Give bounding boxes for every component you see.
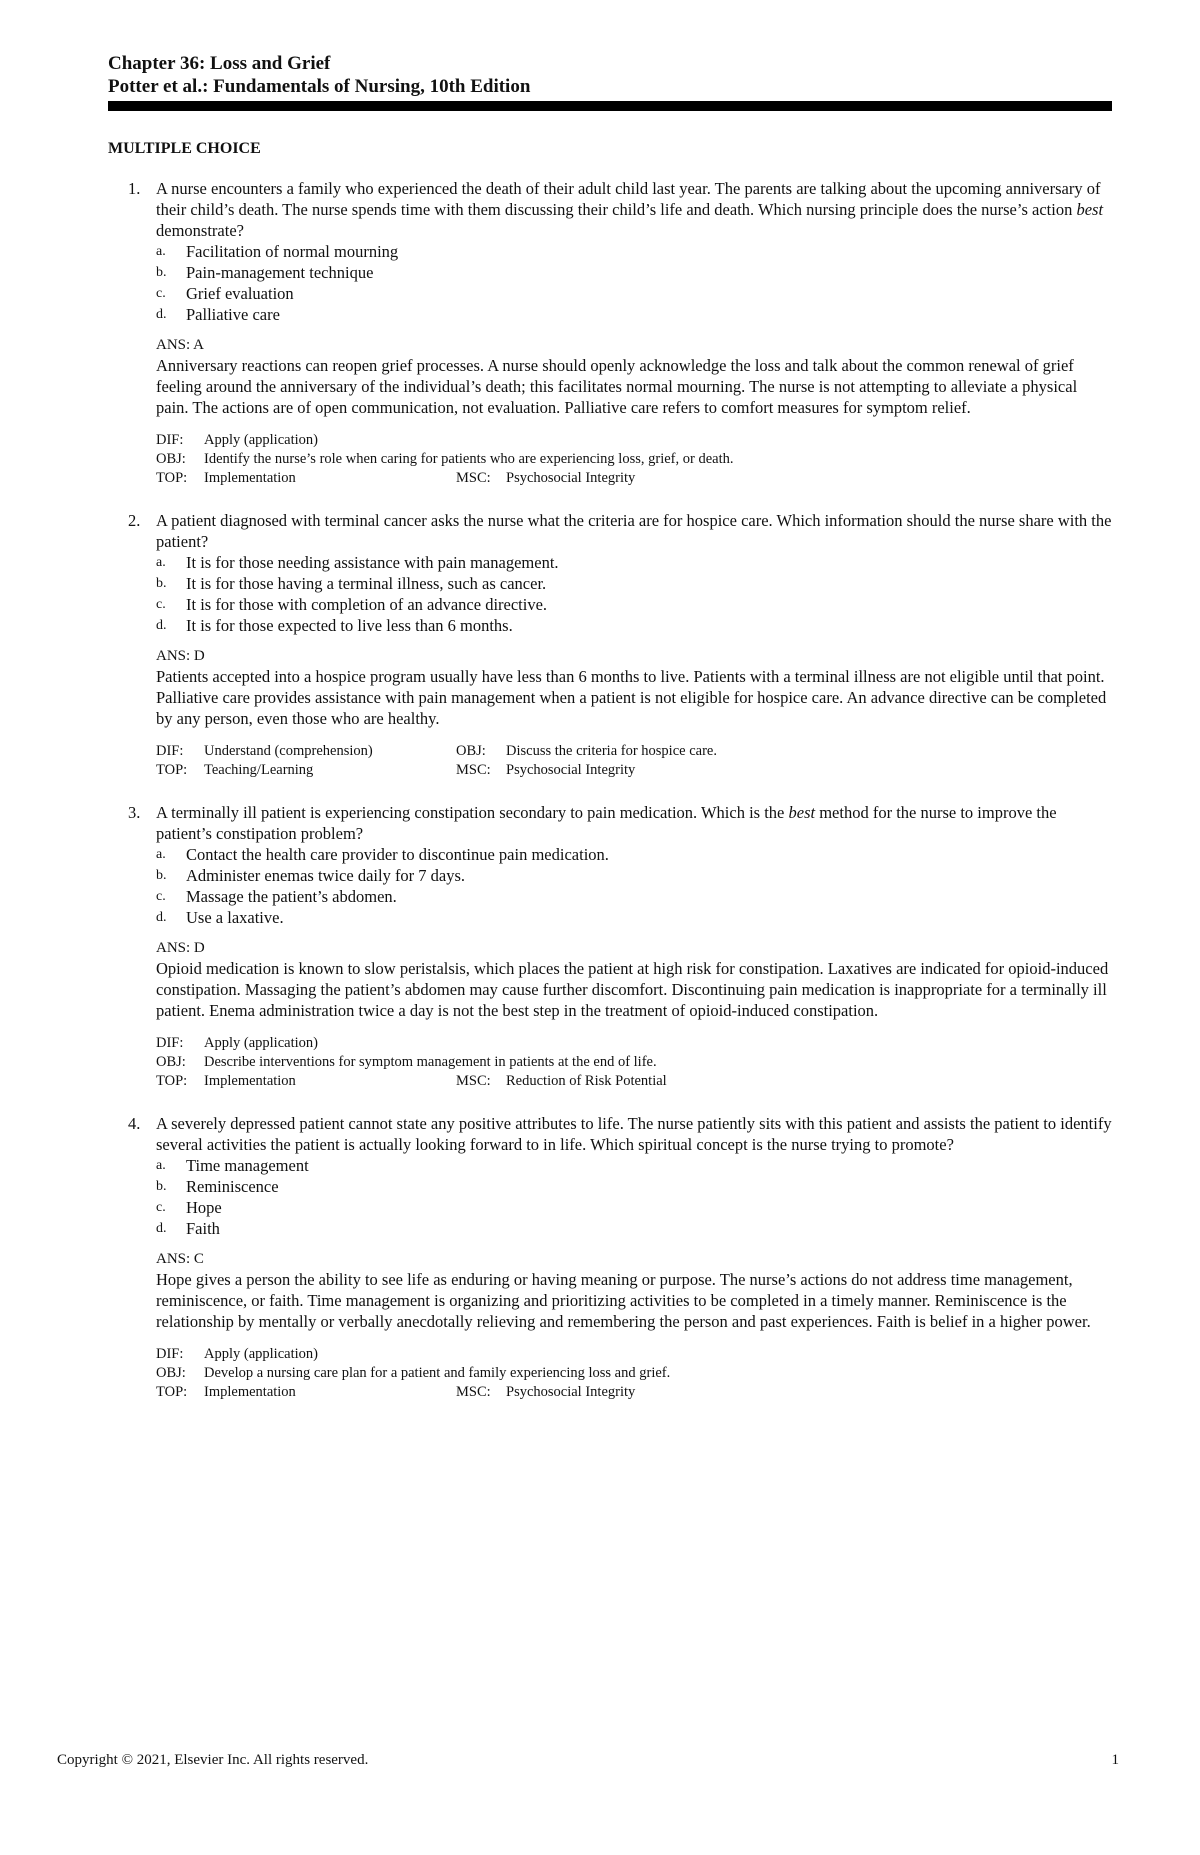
option-a xyxy=(156,844,1112,865)
option-text: Contact the health care provider to discontinue pain medication. xyxy=(186,845,609,864)
option-c xyxy=(156,1197,1112,1218)
option-d xyxy=(156,1218,1112,1239)
option-c xyxy=(156,283,1112,304)
msc-value: Psychosocial Integrity xyxy=(506,762,636,778)
msc-label: MSC: xyxy=(456,1384,491,1400)
book-title: Potter et al.: Fundamentals of Nursing, 10th Edition xyxy=(108,76,531,97)
stem-text: method for the nurse to improve the patient’s constipation problem? xyxy=(156,803,1057,843)
dif-label: DIF: xyxy=(156,1035,184,1051)
option-letter: a. xyxy=(156,555,166,570)
option-a xyxy=(156,552,1112,573)
option-a xyxy=(156,1155,1112,1176)
header-rule xyxy=(108,101,1112,111)
question-2 xyxy=(108,510,1112,780)
top-value: Implementation xyxy=(204,1384,296,1400)
rationale: Opioid medication is known to slow peristalsis, which places the patient at high risk for constipation. Laxatives are indicated for opioid-induced constipation. Massaging the patient’s abdomen may cause further discomfort. Discontinuing pain medication is inappropriate for a terminally ill patient. Enema administration twice a day is not the best step in the treatment of opioid-induced constipation. xyxy=(156,959,1109,1020)
obj-value: Describe interventions for symptom management in patients at the end of life. xyxy=(204,1054,657,1070)
option-b xyxy=(156,865,1112,886)
top-label: TOP: xyxy=(156,762,188,778)
option-letter: b. xyxy=(156,265,167,280)
option-b xyxy=(156,573,1112,594)
obj-label: OBJ: xyxy=(156,1365,186,1381)
dif-value: Apply (application) xyxy=(204,1346,318,1362)
answer-key: ANS: D xyxy=(156,648,205,664)
option-letter: c. xyxy=(156,286,166,301)
top-label: TOP: xyxy=(156,1384,188,1400)
option-letter: b. xyxy=(156,868,167,883)
question-metadata xyxy=(156,431,1112,488)
copyright-notice: Copyright © 2021, Elsevier Inc. All rights reserved. xyxy=(57,1752,369,1768)
msc-value: Reduction of Risk Potential xyxy=(506,1073,667,1089)
option-text: Administer enemas twice daily for 7 days. xyxy=(186,866,466,885)
question-number: 1. xyxy=(128,179,141,198)
section-title: MULTIPLE CHOICE xyxy=(108,140,261,157)
answer-options xyxy=(156,844,1112,928)
question-metadata xyxy=(156,1034,1112,1091)
obj-label: OBJ: xyxy=(456,743,486,759)
question-3 xyxy=(108,802,1112,1091)
option-c xyxy=(156,886,1112,907)
option-letter: a. xyxy=(156,244,166,259)
option-text: Time management xyxy=(186,1156,309,1175)
option-letter: a. xyxy=(156,1158,166,1173)
question-number: 3. xyxy=(128,803,141,822)
option-text: Palliative care xyxy=(186,305,280,324)
option-text: Grief evaluation xyxy=(186,284,294,303)
msc-label: MSC: xyxy=(456,470,491,486)
answer-options xyxy=(156,1155,1112,1239)
top-label: TOP: xyxy=(156,1073,188,1089)
question-metadata xyxy=(156,1345,1112,1402)
top-value: Teaching/Learning xyxy=(204,762,314,778)
option-a xyxy=(156,241,1112,262)
dif-label: DIF: xyxy=(156,432,184,448)
answer-key: ANS: A xyxy=(156,337,204,353)
dif-value: Apply (application) xyxy=(204,1035,318,1051)
option-d xyxy=(156,907,1112,928)
option-letter: c. xyxy=(156,889,166,904)
msc-label: MSC: xyxy=(456,762,491,778)
option-d xyxy=(156,304,1112,325)
option-letter: c. xyxy=(156,1200,166,1215)
option-letter: b. xyxy=(156,1179,167,1194)
obj-label: OBJ: xyxy=(156,451,186,467)
question-stem xyxy=(156,802,1112,844)
obj-value: Identify the nurse’s role when caring for patients who are experiencing loss, grief, or death. xyxy=(204,451,734,467)
answer-key: ANS: C xyxy=(156,1251,204,1267)
option-c xyxy=(156,594,1112,615)
answer-options xyxy=(156,241,1112,325)
dif-label: DIF: xyxy=(156,1346,184,1362)
option-b xyxy=(156,1176,1112,1197)
option-letter: c. xyxy=(156,597,166,612)
msc-value: Psychosocial Integrity xyxy=(506,470,636,486)
question-4 xyxy=(108,1113,1112,1402)
rationale: Anniversary reactions can reopen grief processes. A nurse should openly acknowledge the loss and talk about the common renewal of grief feeling around the anniversary of the individual’s death; this facilitates normal mourning. The nurse is not attempting to alleviate a physical pain. The actions are of open communication, not evaluation. Palliative care refers to comfort measures for symptom relief. xyxy=(156,356,1078,417)
question-stem: A patient diagnosed with terminal cancer asks the nurse what the criteria are for hospice care. Which information should the nurse share with the patient? xyxy=(156,511,1112,551)
stem-emphasis: best xyxy=(788,803,816,822)
option-letter: b. xyxy=(156,576,167,591)
rationale: Patients accepted into a hospice program usually have less than 6 months to live. Patients with a terminal illness are not eligible until that point. Palliative care provides assistance with pain management when a patient is not eligible for hospice care. An advance directive can be completed by any person, even those who are healthy. xyxy=(156,667,1107,728)
option-text: It is for those with completion of an advance directive. xyxy=(186,595,548,614)
stem-text: demonstrate? xyxy=(156,221,244,240)
question-metadata xyxy=(156,742,1112,780)
option-text: Use a laxative. xyxy=(186,908,284,927)
option-text: Massage the patient’s abdomen. xyxy=(186,887,397,906)
obj-label: OBJ: xyxy=(156,1054,186,1070)
obj-value: Develop a nursing care plan for a patient and family experiencing loss and grief. xyxy=(204,1365,671,1381)
option-text: Faith xyxy=(186,1219,220,1238)
dif-value: Understand (comprehension) xyxy=(204,743,373,759)
top-label: TOP: xyxy=(156,470,188,486)
page-header xyxy=(108,52,1112,111)
top-value: Implementation xyxy=(204,1073,296,1089)
stem-text: A nurse encounters a family who experienced the death of their adult child last year. The parents are talking about the upcoming anniversary of their child’s death. The nurse spends time with them discussing their child’s life and death. Which nursing principle does the nurse’s action xyxy=(156,179,1101,219)
option-b xyxy=(156,262,1112,283)
option-text: Reminiscence xyxy=(186,1177,279,1196)
dif-label: DIF: xyxy=(156,743,184,759)
question-list xyxy=(108,178,1112,1424)
option-letter: a. xyxy=(156,847,166,862)
option-d xyxy=(156,615,1112,636)
option-letter: d. xyxy=(156,910,167,925)
option-text: Hope xyxy=(186,1198,222,1217)
obj-value: Discuss the criteria for hospice care. xyxy=(506,743,717,759)
option-letter: d. xyxy=(156,307,167,322)
question-1 xyxy=(108,178,1112,488)
question-number: 4. xyxy=(128,1114,141,1133)
option-letter: d. xyxy=(156,618,167,633)
question-number: 2. xyxy=(128,511,141,530)
stem-text: A terminally ill patient is experiencing constipation secondary to pain medication. Which is the xyxy=(156,803,789,822)
msc-value: Psychosocial Integrity xyxy=(506,1384,636,1400)
option-text: Pain-management technique xyxy=(186,263,374,282)
option-text: Facilitation of normal mourning xyxy=(186,242,399,261)
stem-emphasis: best xyxy=(1076,200,1104,219)
option-text: It is for those having a terminal illness, such as cancer. xyxy=(186,574,547,593)
page-number: 1 xyxy=(1111,1752,1119,1768)
option-text: It is for those needing assistance with pain management. xyxy=(186,553,559,572)
rationale: Hope gives a person the ability to see life as enduring or having meaning or purpose. The nurse’s actions do not address time management, reminiscence, or faith. Time management is organizing and prioritizing activities to be completed in a timely manner. Reminiscence is the relationship by mentally or verbally anecdotally relieving and remembering the person and past experiences. Faith is belief in a higher power. xyxy=(156,1270,1091,1331)
msc-label: MSC: xyxy=(456,1073,491,1089)
option-letter: d. xyxy=(156,1221,167,1236)
answer-key: ANS: D xyxy=(156,940,205,956)
chapter-title: Chapter 36: Loss and Grief xyxy=(108,53,331,74)
answer-options xyxy=(156,552,1112,636)
dif-value: Apply (application) xyxy=(204,432,318,448)
question-stem xyxy=(156,178,1112,241)
option-text: It is for those expected to live less than 6 months. xyxy=(186,616,513,635)
top-value: Implementation xyxy=(204,470,296,486)
page-footer xyxy=(57,1752,1119,1769)
question-stem: A severely depressed patient cannot state any positive attributes to life. The nurse patiently sits with this patient and assists the patient to identify several activities the patient is actually looking forward to in life. Which spiritual concept is the nurse trying to promote? xyxy=(156,1114,1112,1154)
